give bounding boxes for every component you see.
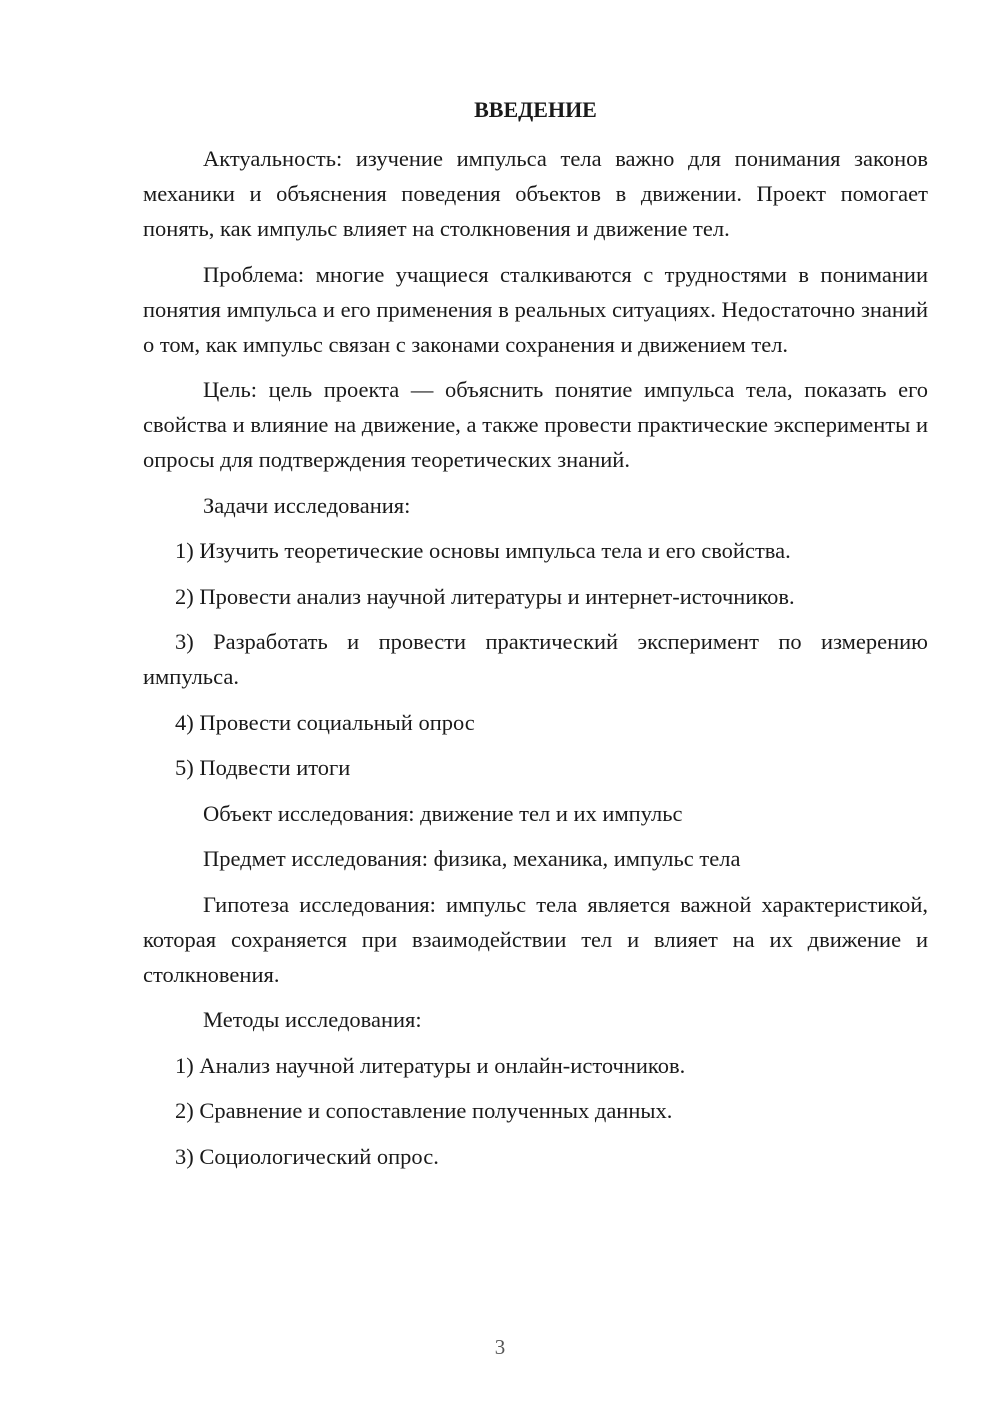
- tasks-heading: Задачи исследования:: [203, 492, 411, 518]
- page-number: 3: [494, 1335, 506, 1359]
- hypothesis-paragraph: Гипотеза исследования: импульс тела является важной характеристикой, которая сохраняется при взаимодействии тел и влияет на их движение и столкновения.: [143, 891, 928, 987]
- task-item: 2) Провести анализ научной литературы и интернет-источников.: [175, 583, 795, 609]
- subject-paragraph: Предмет исследования: физика, механика, импульс тела: [203, 846, 741, 871]
- methods-heading: Методы исследования:: [203, 1007, 422, 1032]
- task-item: 4) Провести социальный опрос: [175, 709, 475, 735]
- task-item: 3) Разработать и провести практический эксперимент по измерению импульса.: [143, 629, 928, 689]
- goal-paragraph: Цель: цель проекта — объяснить понятие импульса тела, показать его свойства и влияние на движение, а также провести практические эксперименты и опросы для подтверждения теоретических знаний.: [143, 377, 928, 472]
- relevance-paragraph: Актуальность: изучение импульса тела важно для понимания законов механики и объяснения поведения объектов в движении. Проект помогает понять, как импульс влияет на столкновения и движение тел.: [143, 146, 928, 241]
- method-item: 2) Сравнение и сопоставление полученных данных.: [175, 1098, 673, 1123]
- section-heading: ВВЕДЕНИЕ: [474, 97, 597, 122]
- method-item: 3) Социологический опрос.: [175, 1143, 439, 1169]
- problem-paragraph: Проблема: многие учащиеся сталкиваются с трудностями в понимании понятия импульса и его применения в реальных ситуациях. Недостаточно знаний о том, как импульс связан с законами сохранения и движением тел.: [143, 261, 928, 357]
- method-item: 1) Анализ научной литературы и онлайн-источников.: [175, 1052, 686, 1078]
- task-item: 5) Подвести итоги: [175, 755, 351, 780]
- object-paragraph: Объект исследования: движение тел и их импульс: [203, 800, 683, 826]
- task-item: 1) Изучить теоретические основы импульса тела и его свойства.: [175, 538, 791, 563]
- body-text: [143, 141, 928, 1184]
